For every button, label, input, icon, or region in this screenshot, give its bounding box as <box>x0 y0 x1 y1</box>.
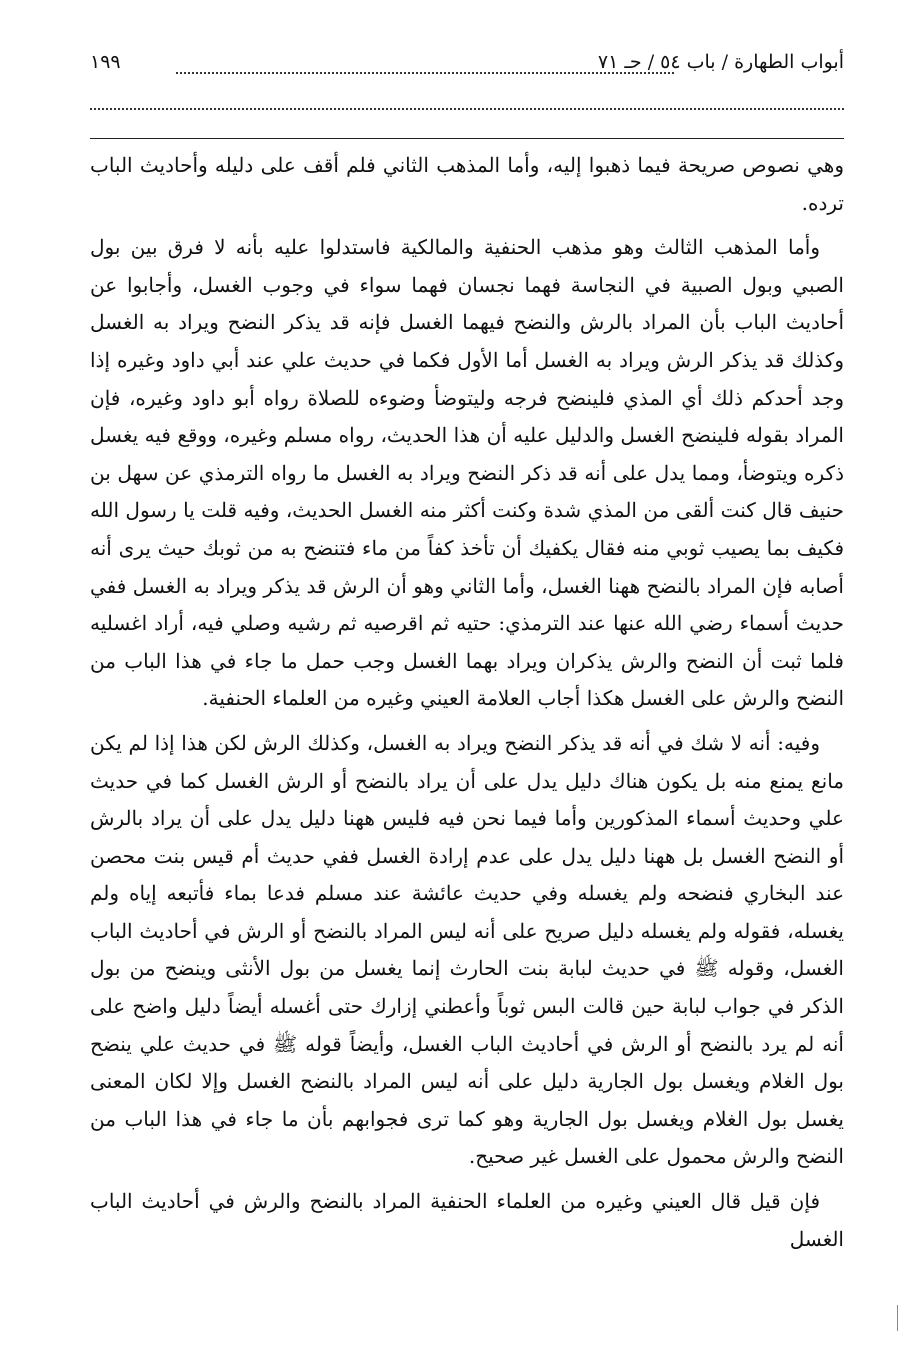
paragraph: فإن قيل قال العيني وغيره من العلماء الحنفية المراد بالنضح والرش في أحاديث الباب الغسل <box>90 1189 844 1251</box>
paragraph: وهي نصوص صريحة فيما ذهبوا إليه، وأما المذهب الثاني فلم أقف على دليله وأحاديث الباب ترده. <box>90 153 844 215</box>
book-page <box>90 40 844 1265</box>
page-number: ١٩٩ <box>90 51 121 73</box>
dotted-separator <box>90 106 844 110</box>
body-text <box>90 147 844 1258</box>
margin-mark <box>897 1305 900 1331</box>
header-dotted-leader <box>176 52 674 74</box>
paragraph: وأما المذهب الثالث وهو مذهب الحنفية والمالكية فاستدلوا عليه بأنه لا فرق بين بول الصبي وبول الصبية في النجاسة فهما نجسان فهما سواء في وجوب الغسل، وأجابوا عن أحاديث الباب بأن المراد بالرش والنضح فيهما الغسل فإنه قد يذكر النضح ويراد به الغسل وكذلك قد يذكر الرش ويراد به الغسل أما الأول فكما في حديث علي عند أبي داود وغيره إذا وجد أحدكم ذلك أي المذي فلينضح فرجه وليتوضأ وضوءه للصلاة رواه أبو داود وغيره، فإن المراد بقوله فلينضح الغسل والدليل عليه أن هذا الحديث، رواه مسلم وغيره، ووقع فيه يغسل ذكره ويتوضأ، ومما يدل على أنه قد ذكر النضح ويراد به الغسل ما رواه الترمذي عن سهل بن حنيف قال كنت ألقى من المذي شدة وكنت أكثر منه الغسل الحديث، وفيه قلت يا رسول الله فكيف بما يصيب ثوبي منه فقال يكفيك أن تأخذ كفاً من ماء فتنضح به من ثوبك حيث يرى أنه أصابه فإن المراد بالنضح ههنا الغسل، وأما الثاني وهو أن الرش قد يذكر ويراد به الغسل ففي حديث أسماء رضي الله عنها عند الترمذي: حتيه ثم اقرصيه ثم رشيه وصلي فيه، أراد اغسليه فلما ثبت أن النضح والرش يذكران ويراد بهما الغسل وجب حمل ما جاء في هذا الباب من النضح والرش على الغسل هكذا أجاب العلامة العيني وغيره من العلماء الحنفية. <box>90 235 844 711</box>
header-title: أبواب الطهارة / باب ٥٤ / حـ ٧١ <box>597 51 844 73</box>
horizontal-rule <box>90 138 844 139</box>
running-header <box>90 40 844 84</box>
paragraph: وفيه: أنه لا شك في أنه قد يذكر النضح ويراد به الغسل، وكذلك الرش لكن هذا إذا لم يكن مانع يمنع منه بل يكون هناك دليل يدل على أن يراد بالنضح أو الرش الغسل كما في حديث علي وحديث أسماء المذكورين وأما فيما نحن فيه فليس ههنا دليل يدل على أن يراد بالرش أو النضح الغسل بل ههنا دليل يدل على عدم إرادة الغسل ففي حديث أم قيس بنت محصن عند البخاري فنضحه ولم يغسله وفي حديث عائشة عند مسلم فدعا بماء فأتبعه إياه ولم يغسله، فقوله ولم يغسله دليل صريح على أنه ليس المراد بالنضح أو الرش في أحاديث الباب الغسل، وقوله ﷺ في حديث لبابة بنت الحارث إنما يغسل من بول الأنثى وينضح من بول الذكر في جواب لبابة حين قالت البس ثوباً وأعطني إزارك حتى أغسله أيضاً دليل واضح على أنه لم يرد بالنضح أو الرش في أحاديث الباب الغسل، وأيضاً قوله ﷺ في حديث علي ينضح بول الغلام ويغسل بول الجارية دليل على أنه ليس المراد بالنضح الغسل وإلا لكان المعنى يغسل بول الغلام ويغسل بول الجارية وهو كما ترى فجوابهم بأن ما جاء في هذا الباب من النضح والرش محمول على الغسل غير صحيح. <box>90 730 845 1169</box>
